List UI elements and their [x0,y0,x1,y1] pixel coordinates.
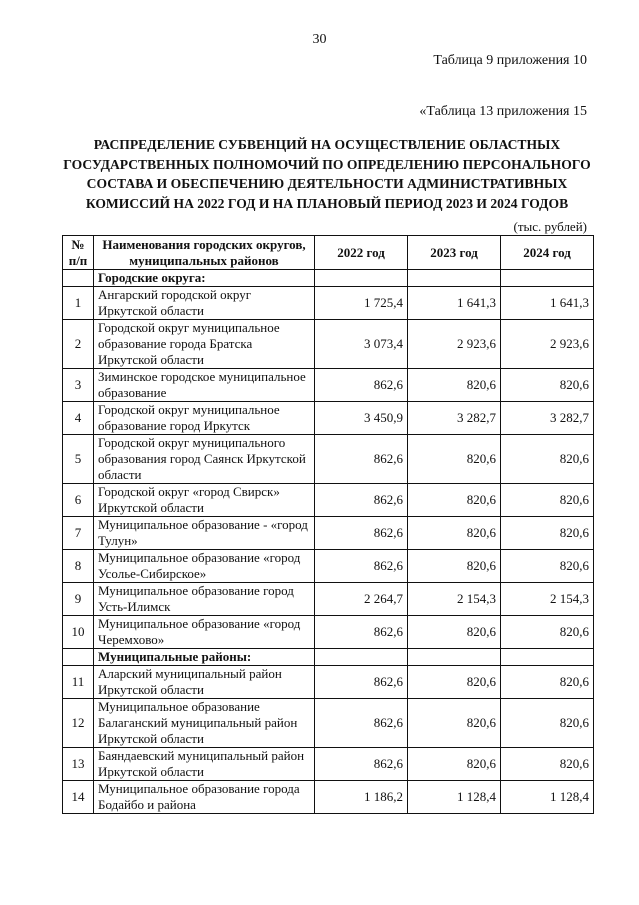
section-value-cell [315,270,408,287]
value-2022: 2 264,7 [315,583,408,616]
row-number: 6 [63,484,94,517]
value-2022: 862,6 [315,369,408,402]
annex-note: Таблица 9 приложения 10 [433,53,587,68]
header-name [94,236,315,270]
row-number: 11 [63,666,94,699]
header-2022: 2022 год [315,236,408,270]
value-2022: 3 450,9 [315,402,408,435]
row-number: 10 [63,616,94,649]
table-row [63,402,594,435]
table-row [63,320,594,369]
value-2022: 862,6 [315,666,408,699]
table-row [63,435,594,484]
header-number-line: п/п [68,252,88,268]
municipality-name-line: Иркутской области [98,303,204,318]
value-2024: 820,6 [501,550,594,583]
municipality-name-line: Усолье-Сибирское» [98,566,207,581]
municipality-name-line: образование города Братска [98,336,253,351]
municipality-name-line: Черемхово» [98,632,165,647]
row-number: 8 [63,550,94,583]
value-2023: 820,6 [408,517,501,550]
municipality-name-line: Муниципальное образование город [98,583,294,598]
subsidy-table [62,235,594,814]
header-2023: 2023 год [408,236,501,270]
municipality-name-line: Муниципальное образование [98,699,260,714]
row-number: 4 [63,402,94,435]
table-row [63,781,594,814]
value-2023: 2 923,6 [408,320,501,369]
table-body [63,270,594,814]
value-2024: 820,6 [501,517,594,550]
municipality-name-line: Городской округ «город Свирск» [98,484,280,499]
municipality-name [94,550,315,583]
section-value-cell [408,270,501,287]
municipality-name-line: Городской округ муниципального [98,435,286,450]
value-2024: 2 923,6 [501,320,594,369]
municipality-name-line: Городской округ муниципальное [98,402,280,417]
header-number [63,236,94,270]
value-2023: 820,6 [408,748,501,781]
municipality-name [94,369,315,402]
table-row [63,699,594,748]
municipality-name [94,616,315,649]
header-number-line: № [71,236,85,252]
table-row [63,517,594,550]
section-label: Муниципальные районы: [94,649,315,666]
municipality-name-line: Муниципальное образование «город [98,550,301,565]
value-2024: 820,6 [501,369,594,402]
table-row [63,748,594,781]
value-2023: 1 641,3 [408,287,501,320]
title-line: РАСПРЕДЕЛЕНИЕ СУБВЕНЦИЙ НА ОСУЩЕСТВЛЕНИЕ ОБЛАСТНЫХ [93,137,561,152]
value-2024: 820,6 [501,748,594,781]
table-row [63,287,594,320]
value-2023: 820,6 [408,666,501,699]
section-row [63,649,594,666]
table-header-row [63,236,594,270]
table-row [63,583,594,616]
value-2024: 820,6 [501,616,594,649]
row-number: 2 [63,320,94,369]
value-2023: 820,6 [408,616,501,649]
value-2023: 820,6 [408,550,501,583]
municipality-name-line: образование город Иркутск [98,418,251,433]
municipality-name-line: Аларский муниципальный район [98,666,282,681]
annex-note-secondary: «Таблица 13 приложения 15 [419,104,587,119]
value-2022: 3 073,4 [315,320,408,369]
table-row [63,369,594,402]
section-value-cell [315,649,408,666]
municipality-name-line: Муниципальное образование - «город [98,517,308,532]
municipality-name [94,781,315,814]
value-2024: 3 282,7 [501,402,594,435]
row-number: 5 [63,435,94,484]
value-2023: 820,6 [408,435,501,484]
table-row [63,616,594,649]
table-row [63,550,594,583]
value-2022: 862,6 [315,435,408,484]
row-number: 1 [63,287,94,320]
municipality-name [94,484,315,517]
municipality-name [94,320,315,369]
municipality-name [94,517,315,550]
municipality-name-line: Ангарский городской округ [98,287,252,302]
municipality-name-line: образования город Саянск Иркутской [98,451,306,466]
municipality-name-line: Городской округ муниципальное [98,320,280,335]
value-2023: 1 128,4 [408,781,501,814]
value-2024: 820,6 [501,666,594,699]
value-2022: 862,6 [315,517,408,550]
municipality-name-line: Иркутской области [98,764,204,779]
municipality-name-line: Бодайбо и района [98,797,196,812]
municipality-name [94,402,315,435]
units-note: (тыс. рублей) [513,219,587,234]
value-2024: 2 154,3 [501,583,594,616]
value-2022: 862,6 [315,699,408,748]
municipality-name [94,583,315,616]
title-line: СОСТАВА И ОБЕСПЕЧЕНИЮ ДЕЯТЕЛЬНОСТИ АДМИНИСТРАТИВНЫХ [86,176,568,191]
page-number: 30 [312,32,327,47]
municipality-name [94,287,315,320]
municipality-name-line: образование [98,385,167,400]
section-value-cell [501,649,594,666]
value-2024: 820,6 [501,435,594,484]
value-2023: 3 282,7 [408,402,501,435]
document-title [62,135,592,213]
header-name-line: Наименования городских округов, [102,236,306,252]
municipality-name-line: Муниципальное образование города [98,781,300,796]
municipality-name [94,666,315,699]
municipality-name-line: Иркутской области [98,682,204,697]
title-line: КОМИССИЙ НА 2022 ГОД И НА ПЛАНОВЫЙ ПЕРИОД 2023 И 2024 ГОДОВ [85,195,569,211]
municipality-name-line: Муниципальное образование «город [98,616,301,631]
municipality-name [94,748,315,781]
section-row [63,270,594,287]
municipality-name-line: области [98,467,142,482]
value-2022: 1 725,4 [315,287,408,320]
table-row [63,484,594,517]
section-value-cell [408,649,501,666]
municipality-name-line: Иркутской области [98,352,204,367]
value-2024: 1 641,3 [501,287,594,320]
value-2024: 1 128,4 [501,781,594,814]
section-value-cell [501,270,594,287]
municipality-name-line: Балаганский муниципальный район [98,715,298,730]
row-number: 13 [63,748,94,781]
value-2024: 820,6 [501,699,594,748]
value-2022: 862,6 [315,550,408,583]
value-2023: 2 154,3 [408,583,501,616]
value-2024: 820,6 [501,484,594,517]
municipality-name-line: Усть-Илимск [98,599,171,614]
value-2022: 862,6 [315,484,408,517]
table-row [63,666,594,699]
value-2022: 862,6 [315,616,408,649]
municipality-name [94,699,315,748]
title-line: ГОСУДАРСТВЕННЫХ ПОЛНОМОЧИЙ ПО ОПРЕДЕЛЕНИЮ ПЕРСОНАЛЬНОГО [63,156,591,172]
value-2023: 820,6 [408,699,501,748]
row-number: 7 [63,517,94,550]
municipality-name-line: Иркутской области [98,500,204,515]
row-number: 14 [63,781,94,814]
value-2022: 862,6 [315,748,408,781]
row-number: 3 [63,369,94,402]
municipality-name-line: Тулун» [98,533,138,548]
municipality-name-line: Зиминское городское муниципальное [98,369,306,384]
value-2023: 820,6 [408,369,501,402]
row-number: 9 [63,583,94,616]
value-2023: 820,6 [408,484,501,517]
municipality-name [94,435,315,484]
row-number: 12 [63,699,94,748]
section-number-cell [63,649,94,666]
municipality-name-line: Иркутской области [98,731,204,746]
section-number-cell [63,270,94,287]
section-label: Городские округа: [94,270,315,287]
value-2022: 1 186,2 [315,781,408,814]
municipality-name-line: Баяндаевский муниципальный район [98,748,305,763]
header-name-line: муниципальных районов [129,252,279,268]
header-2024: 2024 год [501,236,594,270]
